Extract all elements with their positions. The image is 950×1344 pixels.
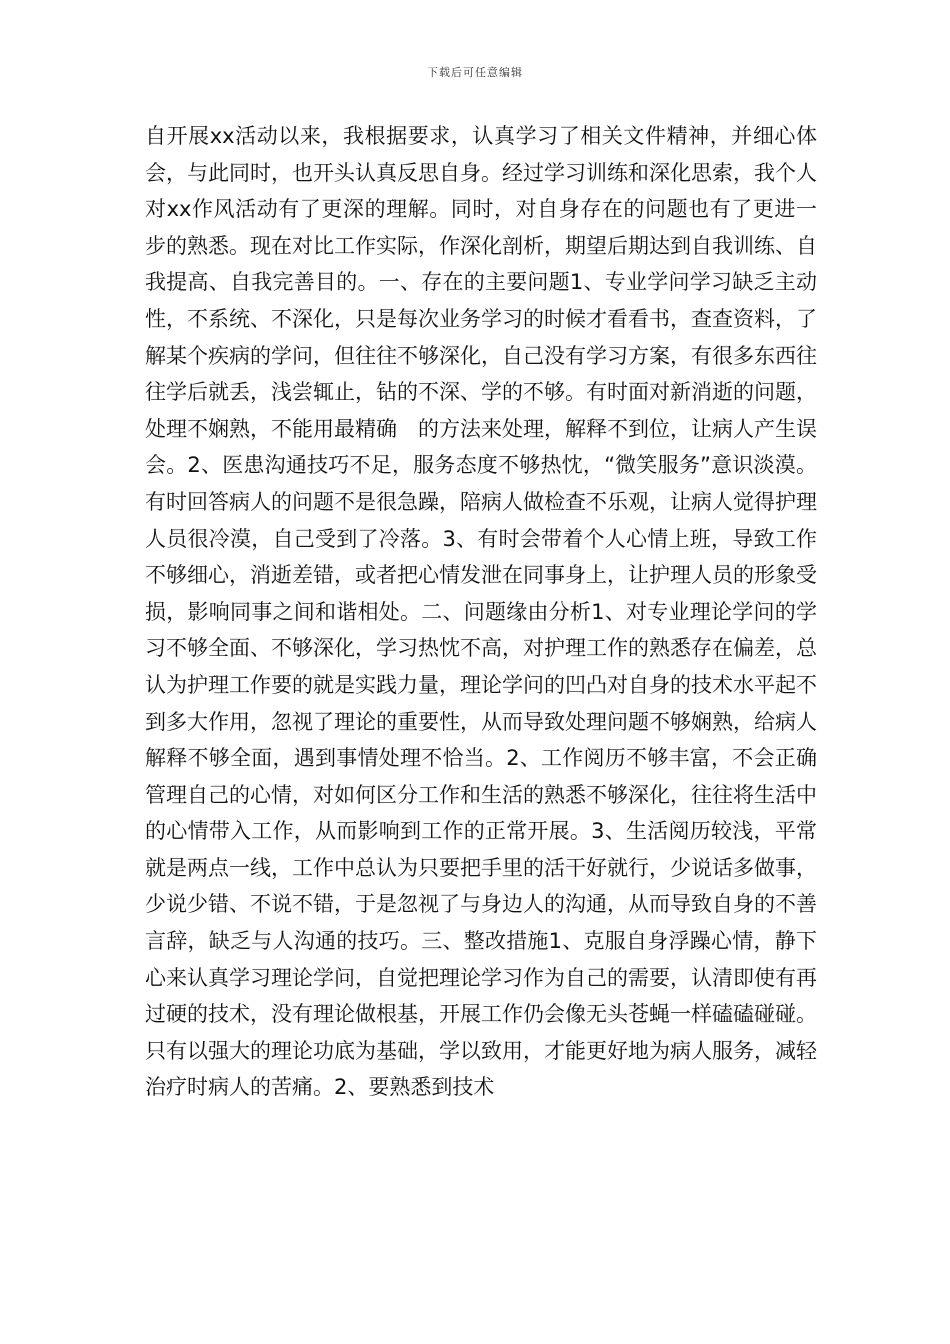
header-note: 下载后可任意编辑 [427,66,523,79]
body-paragraph: 自开展xx活动以来，我根据要求，认真学习了相关文件精神，并细心体会，与此同时，也开头认真反思自身。经过学习训练和深化思索，我个人对xx作风活动有了更深的理解。同时，对自身存在的问题也有了更进一步的熟悉。现在对比工作实际，作深化剖析，期望后期达到自我训练、自我提高、自我完善目的。一、存在的主要问题1、专业学问学习缺乏主动性，不系统、不深化，只是每次业务学习的时候才看看书，查查资料，了解某个疾病的学问，但往往不够深化，自己没有学习方案，有很多东西往往学后就丢，浅尝辄止，钻的不深、学的不够。有时面对新消逝的问题，处理不娴熟，不能用最精确 的方法来处理，解释不到位，让病人产生误会。2、医患沟通技巧不足，服务态度不够热忱，“微笑服务”意识淡漠。有时回答病人的问题不是很急躁，陪病人做检查不乐观，让病人觉得护理人员很冷漠，自己受到了冷落。3、有时会带着个人心情上班，导致工作不够细心，消逝差错，或者把心情发泄在同事身上，让护理人员的形象受损，影响同事之间和谐相处。二、问题缘由分析1、对专业理论学问的学习不够全面、不够深化，学习热忱不高，对护理工作的熟悉存在偏差，总认为护理工作要的就是实践力量，理论学问的凹凸对自身的技术水平起不到多大作用，忽视了理论的重要性，从而导致处理问题不够娴熟，给病人解释不够全面，遇到事情处理不恰当。2、工作阅历不够丰富，不会正确管理自己的心情，对如何区分工作和生活的熟悉不够深化，往往将生活中的心情带入工作，从而影响到工作的正常开展。3、生活阅历较浅，平常就是两点一线，工作中总认为只要把手里的活干好就行，少说话多做事，少说少错、不说不错，于是忽视了与身边人的沟通，从而导致自身的不善言辞，缺乏与人沟通的技巧。三、整改措施1、克服自身浮躁心情，静下心来认真学习理论学问，自觉把理论学习作为自己的需要，认清即使有再过硬的技术，没有理论做根基，开展工作仍会像无头苍蝇一样磕磕碰碰。只有以强大的理论功底为基础，学以致用，才能更好地为病人服务，减轻治疗时病人的苦痛。2、要熟悉到技术 [145,124,817,1100]
